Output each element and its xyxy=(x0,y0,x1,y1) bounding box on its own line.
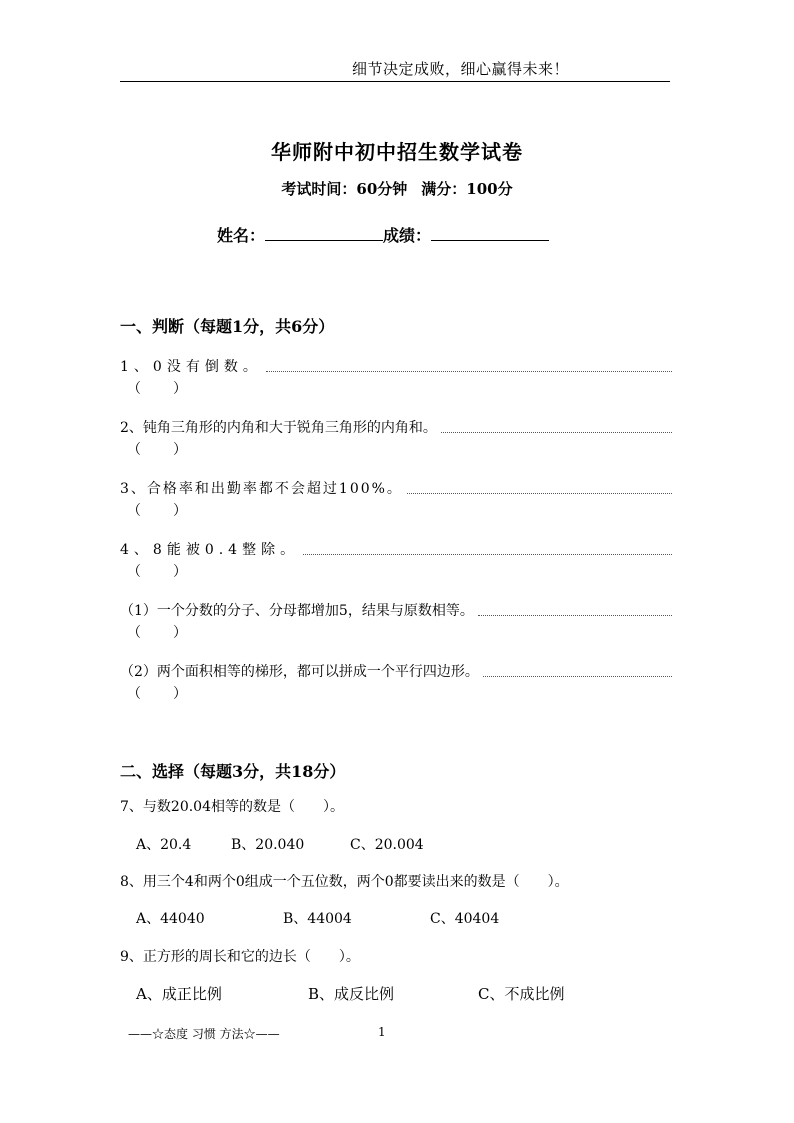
answer-paren-3[interactable]: （ ） xyxy=(127,503,187,519)
question-1 xyxy=(120,356,672,376)
answer-paren-6[interactable]: （ ） xyxy=(127,686,187,702)
dotted-leader xyxy=(441,431,672,433)
question-2 xyxy=(120,417,672,437)
footer-slogan: ——☆态度 习惯 方法☆—— xyxy=(128,1027,280,1041)
name-score-line xyxy=(217,223,549,246)
question-6 xyxy=(120,661,672,681)
option-c[interactable]: C、不成比例 xyxy=(478,985,565,1003)
question-5 xyxy=(120,600,672,620)
name-label: 姓名： xyxy=(217,226,266,245)
exam-time: 考试时间：60分钟 xyxy=(281,180,408,198)
dotted-leader xyxy=(407,492,672,494)
option-b[interactable]: B、44004 xyxy=(283,911,352,927)
answer-paren-1[interactable]: （ ） xyxy=(127,381,187,397)
header-motto: 细节决定成败，细心赢得未来！ xyxy=(352,60,570,78)
question-9-options xyxy=(136,983,564,1004)
question-text: （1）一个分数的分子、分母都增加5，结果与原数相等。 xyxy=(120,603,474,619)
question-text: 4、8能被0.4整除。 xyxy=(120,542,300,558)
section1-heading: 一、判断（每题1分，共6分） xyxy=(120,317,335,336)
option-c[interactable]: C、20.004 xyxy=(350,837,424,853)
question-text: （2）两个面积相等的梯形，都可以拼成一个平行四边形。 xyxy=(120,664,479,680)
answer-paren-4[interactable]: （ ） xyxy=(127,564,187,580)
option-a[interactable]: A、成正比例 xyxy=(136,985,222,1003)
question-7-options xyxy=(136,834,424,854)
question-8-options xyxy=(136,908,499,928)
question-9: 9、正方形的周长和它的边长（ ）。 xyxy=(120,949,360,965)
exam-score: 满分：100分 xyxy=(421,180,513,198)
question-8: 8、用三个4和两个0组成一个五位数，两个0都要读出来的数是（ ）。 xyxy=(120,874,569,890)
question-7: 7、与数20.04相等的数是（ ）。 xyxy=(120,799,344,815)
question-text: 3、合格率和出勤率都不会超过100%。 xyxy=(120,481,403,497)
answer-paren-2[interactable]: （ ） xyxy=(127,442,187,458)
option-b[interactable]: B、成反比例 xyxy=(308,985,395,1003)
question-text: 1、0没有倒数。 xyxy=(120,359,262,375)
option-a[interactable]: A、44040 xyxy=(136,911,205,927)
dotted-leader xyxy=(303,553,672,555)
header-divider xyxy=(120,81,670,82)
exam-info xyxy=(0,178,794,199)
question-4 xyxy=(120,539,672,559)
answer-paren-5[interactable]: （ ） xyxy=(127,625,187,641)
option-c[interactable]: C、40404 xyxy=(430,911,500,927)
exam-title: 华师附中初中招生数学试卷 xyxy=(271,140,523,164)
dotted-leader xyxy=(483,675,672,677)
option-b[interactable]: B、20.040 xyxy=(231,837,305,853)
grade-blank[interactable] xyxy=(431,225,549,241)
grade-label: 成绩： xyxy=(383,226,432,245)
name-blank[interactable] xyxy=(265,225,383,241)
page-number: 1 xyxy=(378,1025,386,1039)
dotted-leader xyxy=(266,370,672,372)
option-a[interactable]: A、20.4 xyxy=(136,837,192,853)
section2-heading: 二、选择（每题3分，共18分） xyxy=(120,762,346,781)
dotted-leader xyxy=(478,614,672,616)
question-3 xyxy=(120,478,672,498)
question-text: 2、钝角三角形的内角和大于锐角三角形的内角和。 xyxy=(120,420,437,436)
